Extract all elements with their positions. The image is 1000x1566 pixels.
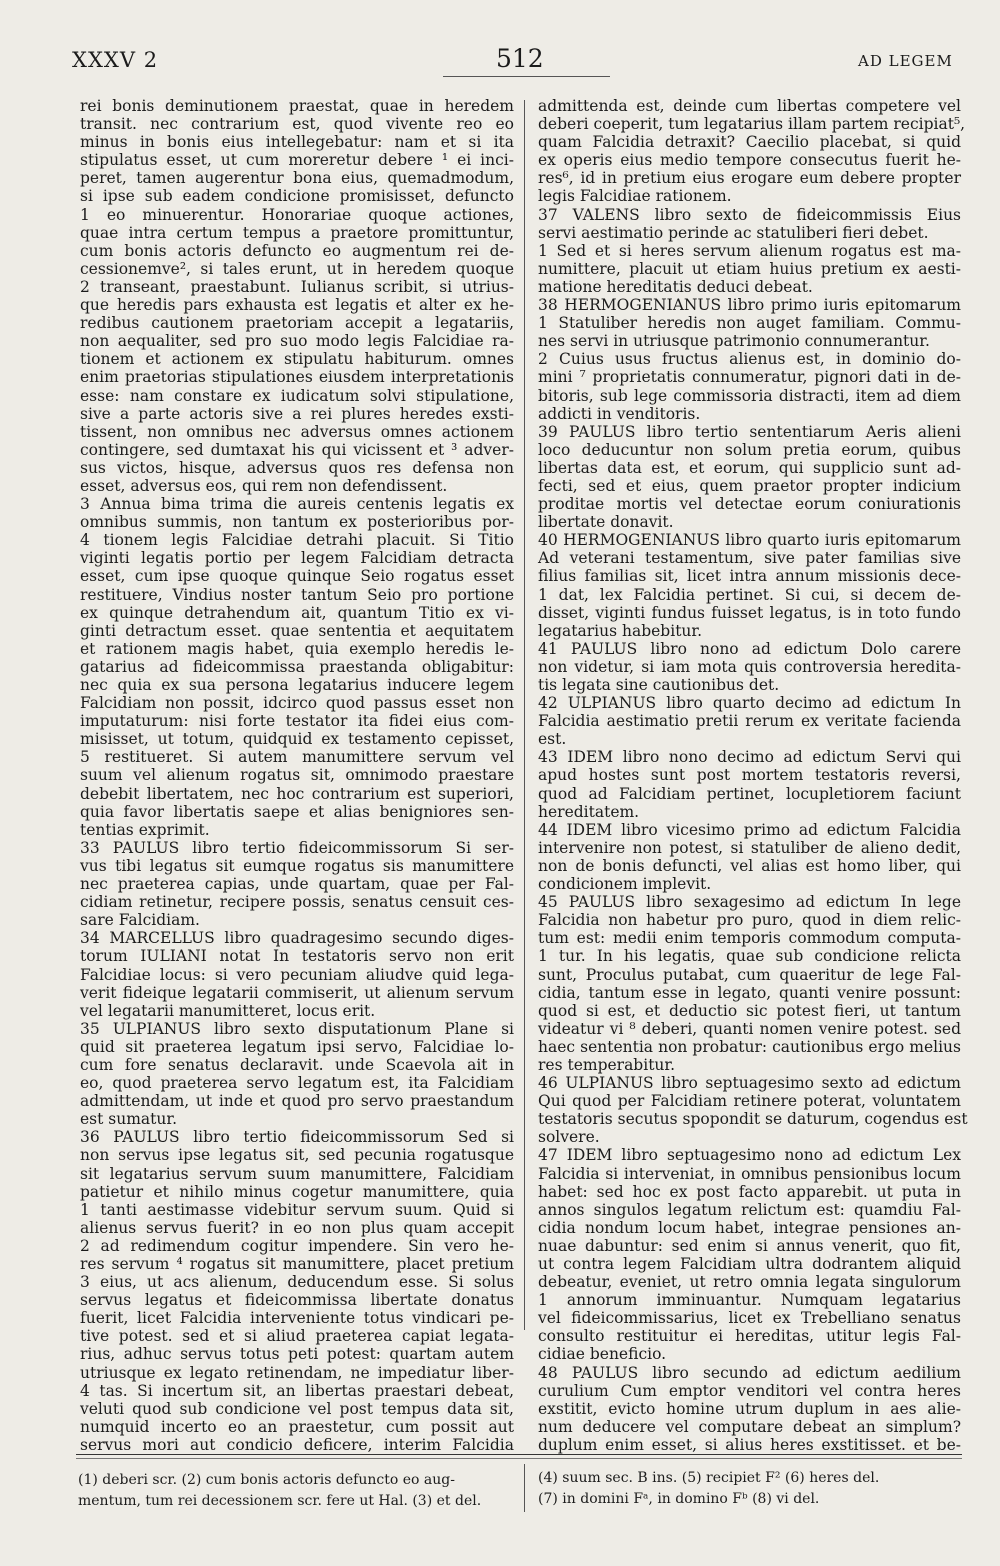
text-line: misisset, ut totum, quidquid ex testamento cepisset, <box>80 730 514 749</box>
text-line: admittenda est, deinde cum libertas competere vel <box>538 97 961 115</box>
text-line: esset, adversus eos, qui rem non defendissent. <box>80 476 448 495</box>
text-line: 46 ULPIANUS libro septuagesimo sexto ad edictum <box>538 1074 961 1093</box>
text-line: Falcidia si interveniat, in omnibus pensionibus locum <box>538 1164 961 1183</box>
text-line: nec praeterea capias, unde quartam, quae per Fal- <box>80 875 514 894</box>
text-line: Falcidiam non possit, idcirco quod passus esset non <box>80 694 514 713</box>
text-line: matione hereditatis deduci debeat. <box>538 277 813 296</box>
text-line: alienus servus fuerit? in eo non plus quam accepit <box>80 1218 514 1237</box>
text-line: cidia, tantum esse in legato, quanti venire possunt: <box>538 983 961 1002</box>
text-line: nes servi in utriusque patrimonio connumerantur. <box>538 332 930 351</box>
footnote-line: (1) deberi scr. (2) cum bonis actoris defuncto eo aug- <box>78 1472 455 1488</box>
text-line: Ad veterani testamentum, sive pater familias sive <box>538 549 961 568</box>
text-line: curulium Cum emptor venditori vel contra heres <box>538 1381 961 1400</box>
text-line: legis Falcidiae rationem. <box>538 187 732 206</box>
text-line: tive potest. sed et si aliud praeterea capiat legata- <box>80 1327 514 1346</box>
text-line: 42 ULPIANUS libro quarto decimo ad edictum In <box>538 694 961 713</box>
running-head-title: AD LEGEM <box>858 52 953 70</box>
text-line: 5 restitueret. Si autem manumittere servum vel <box>80 748 514 767</box>
text-line: ut contra legem Falcidiam ultra dodrantem aliquid <box>538 1255 961 1273</box>
text-line: mini ⁷ proprietatis connumeratur, pignori dati in de- <box>538 368 961 387</box>
text-line: quam Falcidia detraxit? Caecilio placebat, si quid <box>538 133 961 152</box>
text-line: 47 IDEM libro septuagesimo nono ad edictum Lex <box>538 1146 961 1165</box>
text-line: omnibus summis, non tantum ex posterioribus por- <box>80 513 514 532</box>
text-line: vus tibi legatus sit eumque rogatus sis manumittere <box>80 856 514 875</box>
right-text-column <box>538 97 968 1454</box>
text-line: 33 PAULUS libro tertio fideicommissorum Si ser- <box>80 838 514 857</box>
text-line: testatoris secutus spopondit se daturum, cogendus est <box>538 1110 968 1129</box>
text-line: eo, quod praeterea servo legatum est, ita Falcidiam <box>80 1074 514 1093</box>
text-line: quid sit praeterea legatum ipsi servo, Falcidiae lo- <box>80 1037 514 1056</box>
text-line: cum bonis actoris defuncto eo augmentum rei de- <box>80 241 514 260</box>
text-line: condicionem implevit. <box>538 875 712 894</box>
text-line: 41 PAULUS libro nono ad edictum Dolo carere <box>538 639 961 658</box>
text-line: cidiae beneficio. <box>538 1345 667 1364</box>
text-line: disset, viginti fundus fuisset legatus, is in toto fundo <box>538 603 961 622</box>
footnote-rule-secondary <box>76 1458 962 1459</box>
text-line: peret, tamen augerentur bona eius, quemadmodum, <box>80 169 514 188</box>
text-line: num deducere vel computare debeat an simplum? <box>538 1417 961 1436</box>
text-line: cum fore senatus declaravit. unde Scaevola ait in <box>80 1055 514 1074</box>
text-line: non servus ipse legatus sit, sed pecunia rogatusque <box>80 1146 514 1165</box>
text-line: numquid incerto eo an praestetur, cum possit aut <box>80 1417 514 1436</box>
text-line: et rationem magis habet, quia exemplo heredis le- <box>80 639 514 658</box>
text-line: viginti legatis portio per legem Falcidiam detracta <box>80 549 514 568</box>
text-line: loco deducuntur non solum pretia eorum, quibus <box>538 440 961 459</box>
text-line: esset, cum ipse quoque quinque Seio rogatus esset <box>80 567 514 586</box>
text-line: hereditatem. <box>538 802 640 821</box>
text-line: libertate donavit. <box>538 513 674 532</box>
text-line: apud hostes sunt post mortem testatoris reversi, <box>538 766 961 785</box>
text-line: intervenire non potest, si statuliber de alieno dedit, <box>538 838 961 857</box>
text-line: 1 tur. In his legatis, quae sub condicione relicta <box>538 947 961 966</box>
text-line: gatarius ad fideicommissa praestanda obligabitur: <box>80 657 514 676</box>
text-line: 1 eo minuerentur. Honorariae quoque actiones, <box>80 205 514 224</box>
text-line: 4 tionem legis Falcidiae detrahi placuit. Si Titio <box>80 531 514 550</box>
text-line: debeatur, eveniet, ut retro omnia legata singulorum <box>538 1273 961 1292</box>
text-line: non videtur, si iam mota quis controversia heredita- <box>538 657 961 676</box>
text-line: solvere. <box>538 1128 600 1147</box>
text-line: servi aestimatio perinde ac statuliberi fieri debet. <box>538 223 929 242</box>
text-line: legatarius habebitur. <box>538 621 703 640</box>
text-line: 1 dat, lex Falcidia pertinet. Si cui, si decem de- <box>538 585 961 604</box>
text-line: 37 VALENS libro sexto de fideicommissis Eius <box>538 205 961 224</box>
text-line: tissent, non omnibus nec adversus omnes actionem <box>80 422 514 441</box>
text-line: servus legatus et fideicommissa libertate donatus <box>80 1291 514 1310</box>
text-line: consulto restituitur ei hereditas, utitur legis Fal- <box>538 1327 961 1346</box>
text-line: enim praetorias stipulationes eiusdem interpretationis <box>80 368 514 387</box>
text-line: nec quia ex sua persona legatarius inducere legem <box>80 676 514 694</box>
text-line: quia favor libertatis saepe et alias benigniores sen- <box>80 802 514 821</box>
text-line: filius familias sit, licet intra annum missionis dece- <box>538 567 961 586</box>
text-line: sunt, Proculus putabat, cum quaeritur de lege Fal- <box>538 965 961 984</box>
text-line: 34 MARCELLUS libro quadragesimo secundo diges- <box>80 929 514 948</box>
text-line: Qui quod per Falcidiam retinere poterat, voluntatem <box>538 1092 961 1111</box>
text-line: vel legatarii manumitteret, locus erit. <box>80 1001 376 1020</box>
text-line: quae intra certum tempus a praetore promittuntur, <box>80 223 514 242</box>
text-line: 45 PAULUS libro sexagesimo ad edictum In lege <box>538 893 961 912</box>
text-line: tentias exprimit. <box>80 820 210 839</box>
text-line: 4 tas. Si incertum sit, an libertas praestari debeat, <box>80 1381 514 1400</box>
text-line: quod si est, et deductio sic potest fieri, ut tantum <box>538 1001 961 1020</box>
text-line: 35 ULPIANUS libro sexto disputationum Plane si <box>80 1019 514 1038</box>
text-line: Falcidiae locus: si vero pecuniam aliudve quid lega- <box>80 965 514 984</box>
text-line: 1 Statuliber heredis non auget familiam. Commu- <box>538 314 961 333</box>
text-line: 48 PAULUS libro secundo ad edictum aedilium <box>538 1363 961 1382</box>
text-line: 39 PAULUS libro tertio sententiarum Aeris alieni <box>538 422 961 441</box>
text-line: quod ad Falcidiam pertinet, locupletiorem faciunt <box>538 784 961 803</box>
text-line: admittendam, ut inde et quod pro servo praestandum <box>80 1092 514 1111</box>
header-rule <box>443 76 610 77</box>
text-line: rius, adhuc servus totus peti potest: quartam autem <box>80 1345 514 1364</box>
text-line: cessionemve², si tales erunt, ut in heredem quoque <box>80 259 514 278</box>
text-line: 3 Annua bima trima die aureis centenis legatis ex <box>80 495 514 514</box>
text-line: tum est: medii enim temporis commodum computa- <box>538 929 961 948</box>
text-line: stipulatus esset, ut cum moreretur debere ¹ ei inci- <box>80 151 514 170</box>
text-line: suum vel alienum rogatus sit, omnimodo praestare <box>80 766 514 785</box>
text-line: 2 Cuius usus fructus alienus est, in dominio do- <box>538 350 961 369</box>
text-line: habet: sed hoc ex post facto apparebit. ut puta in <box>538 1182 961 1201</box>
column-divider <box>524 100 525 1330</box>
text-line: exstitit, evicto homine utrum duplum in aes alie- <box>538 1399 961 1418</box>
text-line: duplum enim esset, si alius heres exstitisset. et be- <box>538 1435 961 1454</box>
text-line: proditae mortis vel detectae eorum coniurationis <box>538 495 961 514</box>
text-line: restituere, Vindius noster tantum Seio pro portione <box>80 585 514 604</box>
text-line: patietur et nihilo minus cogetur manumittere, quia <box>80 1182 514 1201</box>
text-line: fecti, sed et eius, quem praetor propter indicium <box>538 476 961 495</box>
text-line: transit. nec contrarium est, quod vivente reo eo <box>80 115 514 134</box>
text-line: tionem et actionem ex stipulatu habiturum. omnes <box>80 350 514 369</box>
text-line: est sumatur. <box>80 1110 178 1129</box>
text-line: sus victos, hisque, adversus quos res defensa non <box>80 458 514 477</box>
footnote-rule <box>76 1454 962 1455</box>
footnote-line: (7) in domini Fᵃ, in domino Fᵇ (8) vi del. <box>538 1491 820 1507</box>
text-line: numittere, placuit ut etiam huius pretium ex aesti- <box>538 259 961 278</box>
text-line: haec sententia non probatur: cautionibus ergo melius <box>538 1037 961 1056</box>
text-line: Falcidia aestimatio pretii rerum ex veritate facienda <box>538 712 961 731</box>
text-line: 43 IDEM libro nono decimo ad edictum Servi qui <box>538 748 961 767</box>
text-line: ex operis eius medio tempore consecutus fuerit he- <box>538 151 961 170</box>
text-line: fuerit, licet Falcidia interveniente totus vindicari pe- <box>80 1309 514 1328</box>
text-line: 1 tanti aestimasse videbitur servum suum. Quid si <box>80 1200 514 1219</box>
footnote-line: mentum, tum rei decessionem scr. fere ut Hal. (3) et del. <box>78 1493 482 1509</box>
text-line: sive a parte actoris sive a rei plures heredes exsti- <box>80 404 514 423</box>
text-line: nuae dabuntur: sed enim si annus venerit, quo fit, <box>538 1236 961 1255</box>
text-line: res⁶, id in pretium eius erogare eum debere propter <box>538 169 961 188</box>
left-text-column <box>80 97 514 1454</box>
text-line: 40 HERMOGENIANUS libro quarto iuris epitomarum <box>538 531 961 550</box>
text-line: est. <box>538 730 567 749</box>
text-line: verit fideique legatarii commiserit, ut alienum servum <box>80 983 514 1002</box>
text-line: non aequaliter, sed pro suo modo legis Falcidiae ra- <box>80 332 514 351</box>
text-line: minus in bonis eius intellegebatur: nam et si ita <box>80 133 514 152</box>
text-line: ginti detractum esset. quae sententia et aequitatem <box>80 621 514 640</box>
text-line: imputaturum: nisi forte testator ita fidei eius com- <box>80 712 514 731</box>
text-line: 2 transeant, praestabunt. Iulianus scribit, si utrius- <box>80 277 514 296</box>
text-line: que heredis pars exhausta est legatis et alter ex he- <box>80 296 514 315</box>
page-number: 512 <box>496 44 544 73</box>
text-line: 44 IDEM libro vicesimo primo ad edictum Falcidia <box>538 820 961 839</box>
text-line: libertas data est, et eorum, qui supplicio sunt ad- <box>538 458 961 477</box>
text-line: res servum ⁴ rogatus sit manumittere, placet pretium <box>80 1255 514 1273</box>
footnote-divider <box>524 1464 525 1512</box>
text-line: ex quinque detrahendum ait, quantum Titio ex vi- <box>80 603 514 622</box>
text-line: 1 annorum imminuantur. Numquam legatarius <box>538 1291 961 1310</box>
text-line: redibus cautionem praetoriam accepit a legatariis, <box>80 314 514 333</box>
running-head-section: XXXV 2 <box>72 48 159 72</box>
text-line: non de bonis defuncti, vel alias est homo liber, qui <box>538 856 961 875</box>
text-line: torum IULIANI notat In testatoris servo non erit <box>80 947 514 966</box>
text-line: 1 Sed et si heres servum alienum rogatus est ma- <box>538 241 961 260</box>
footnote-line: (4) suum sec. B ins. (5) recipiet F² (6) heres del. <box>538 1470 880 1486</box>
text-line: videatur vi ⁸ deberi, quanti nomen venire potest. sed <box>538 1019 961 1038</box>
text-line: si ipse sub eadem condicione promisisset, defuncto <box>80 187 514 206</box>
text-line: vel fideicommissarius, licet ex Trebelliano senatus <box>538 1309 961 1328</box>
text-line: 2 ad redimendum cogitur impendere. Sin vero he- <box>80 1236 514 1255</box>
text-line: veluti quod sub condicione vel post tempus data sit, <box>80 1399 514 1418</box>
text-line: sare Falcidiam. <box>80 911 200 930</box>
text-line: contingere, sed dumtaxat his qui vicissent et ³ adver- <box>80 440 514 459</box>
text-line: annos singulos legatum relictum est: quamdiu Fal- <box>538 1200 961 1219</box>
text-line: addicti in venditoris. <box>538 404 701 423</box>
text-line: rei bonis deminutionem praestat, quae in heredem <box>80 97 514 115</box>
text-line: Falcidia non habetur pro puro, quod in diem relic- <box>538 911 961 930</box>
text-line: 38 HERMOGENIANUS libro primo iuris epitomarum <box>538 296 961 315</box>
text-line: res temperabitur. <box>538 1055 676 1074</box>
text-line: 36 PAULUS libro tertio fideicommissorum Sed si <box>80 1128 514 1147</box>
text-line: debebit libertatem, nec hoc contrarium est superiori, <box>80 784 514 803</box>
text-line: sit legatarius servum suum manumittere, Falcidiam <box>80 1164 514 1183</box>
text-line: deberi coeperit, tum legatarius illam partem recipiat⁵, <box>538 115 966 134</box>
text-line: esse: nam constare ex iudicatum solvi stipulatione, <box>80 386 514 405</box>
text-line: tis legata sine cautionibus det. <box>538 676 780 694</box>
text-line: servus mori aut condicio deficere, interim Falcidia <box>80 1435 514 1454</box>
text-line: bitoris, sub lege commissoria distracti, item ad diem <box>538 386 961 405</box>
text-line: 3 eius, ut acs alienum, deducendum esse. Si solus <box>80 1273 514 1292</box>
text-line: cidiam retinetur, recipere possis, senatus censuit ces- <box>80 893 514 912</box>
text-line: cidia nondum locum habet, integrae pensiones an- <box>538 1218 961 1237</box>
text-line: utriusque ex legato retinendam, ne impediatur liber- <box>80 1363 514 1382</box>
